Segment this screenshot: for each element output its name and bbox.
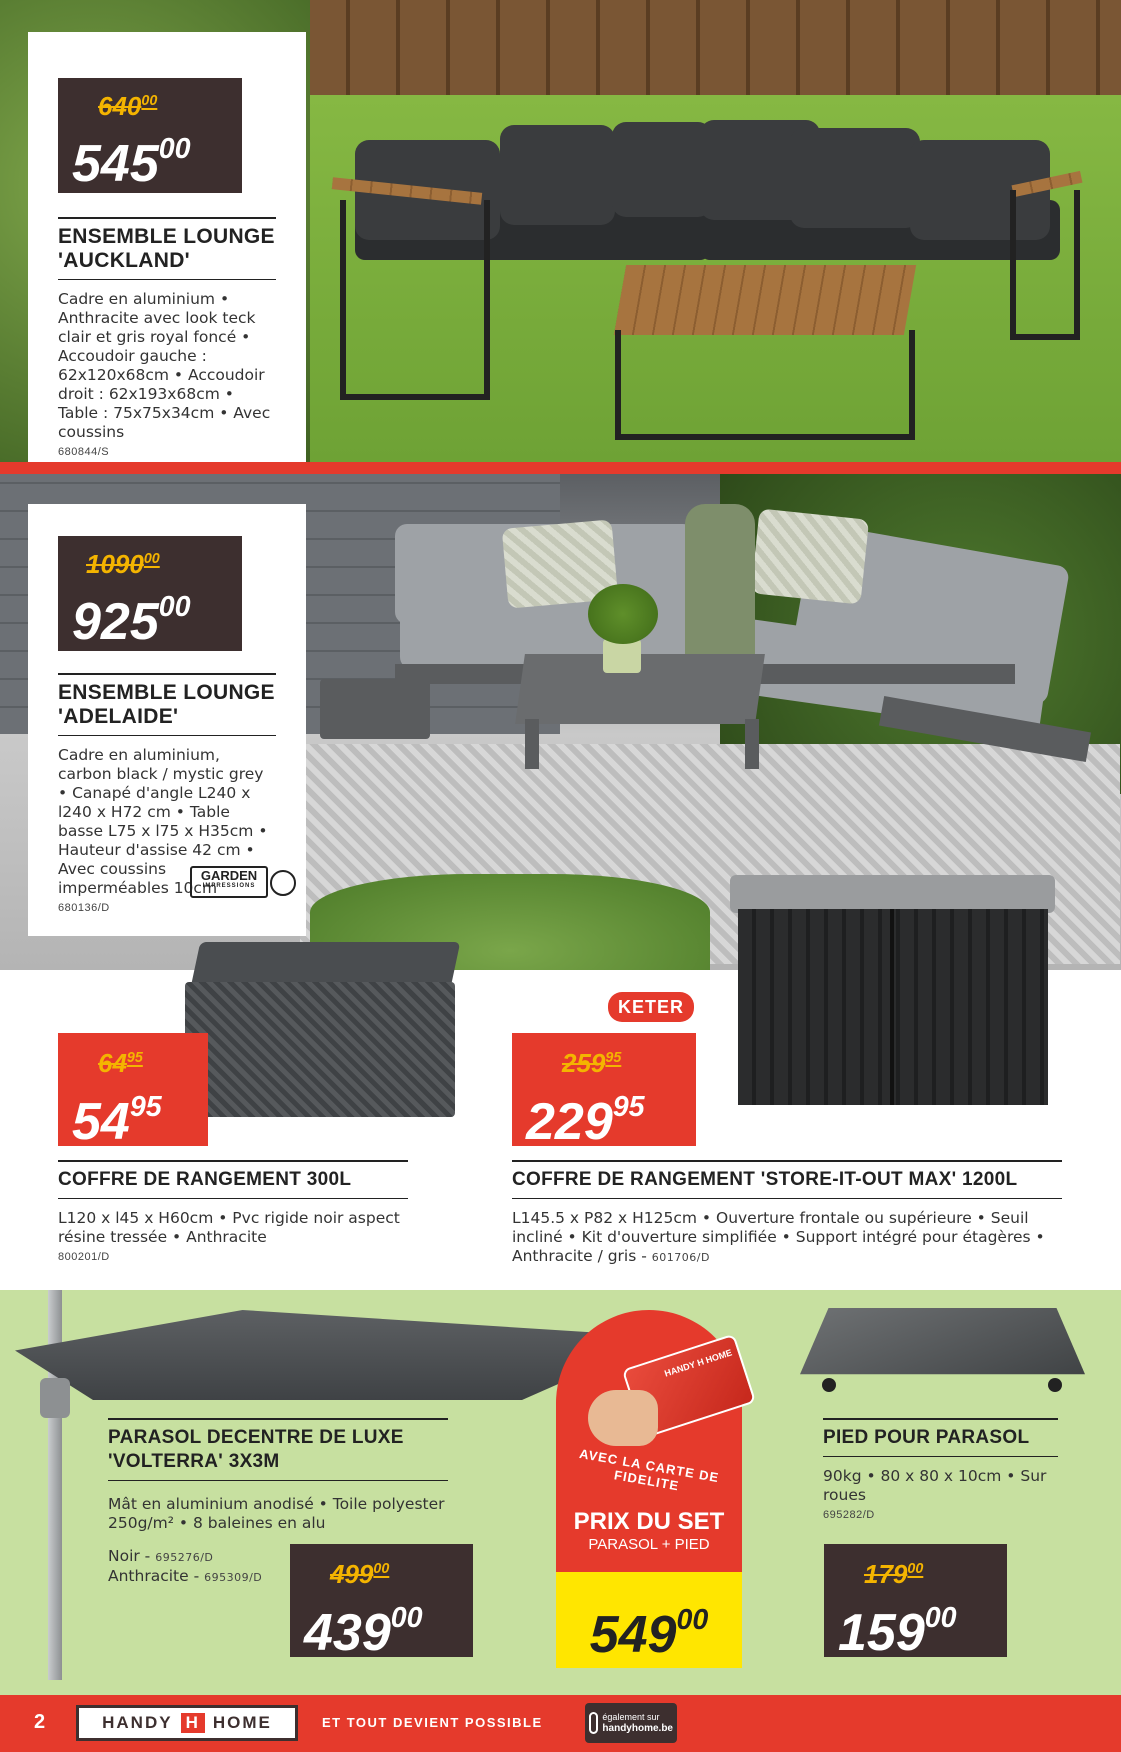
pied-info	[823, 1418, 1058, 1521]
coffre-300l-price-box	[58, 1033, 208, 1151]
fence-image	[300, 0, 1121, 95]
auckland-section	[0, 0, 1121, 462]
parasol-old-price: $499^{00}$	[330, 1559, 390, 1589]
parasol-description: Mât en aluminium anodisé • Toile polyester 250g/m² • 8 baleines en alu	[108, 1495, 445, 1532]
auckland-title: ENSEMBLE LOUNGE 'AUCKLAND'	[58, 217, 276, 280]
pied-description: 90kg • 80 x 80 x 10cm • Sur roues	[823, 1467, 1047, 1504]
mouse-icon	[589, 1712, 598, 1734]
parasol-section	[0, 1290, 1121, 1695]
auckland-description: Cadre en aluminium • Anthracite avec look teck clair et gris royal foncé • Accoudoir gauche : 62x120x68cm • Accoudoir droit : 62x193x68cm • Table : 75x75x34cm • Avec coussins	[58, 290, 271, 441]
coffre-300l-info	[58, 1160, 408, 1263]
coffre-1200l-reference: 601706/D	[651, 1251, 710, 1264]
coffre-300l-image	[185, 942, 465, 1117]
coffre-300l-new-price: $54^{95}$	[72, 1091, 162, 1151]
parasol-variant-anthracite: Anthracite - 695309/D	[108, 1567, 263, 1585]
adelaide-info-card	[28, 504, 306, 936]
footer-slogan: ET TOUT DEVIENT POSSIBLE	[322, 1715, 543, 1730]
page-footer	[0, 1695, 1121, 1752]
handy-home-logo-h-icon: H	[181, 1713, 205, 1733]
pied-new-price: $159^{00}$	[838, 1602, 957, 1662]
coffre-300l-description: L120 x l45 x H60cm • Pvc rigide noir aspect résine tressée • Anthracite	[58, 1209, 400, 1246]
handy-home-logo[interactable]: HANDY H HOME	[76, 1705, 298, 1741]
page-number: 2	[34, 1711, 46, 1733]
adelaide-title: ENSEMBLE LOUNGE 'ADELAIDE'	[58, 673, 276, 736]
auckland-old-price: $640^{00}$	[98, 91, 158, 121]
auckland-new-price: $545^{00}$	[72, 133, 191, 193]
adelaide-reference: 680136/D	[58, 902, 110, 914]
set-offer-card-text: AVEC LA CARTE DE FIDELITE	[578, 1445, 721, 1494]
auckland-reference: 680844/S	[58, 446, 110, 458]
coffre-300l-old-price: $64^{95}$	[98, 1048, 143, 1078]
parasol-price-box	[290, 1544, 473, 1662]
section-divider	[0, 462, 1121, 474]
coffre-300l-title: COFFRE DE RANGEMENT 300L	[58, 1160, 408, 1199]
adelaide-old-price: 1090$^{00}$	[86, 549, 160, 579]
pied-price-box	[824, 1544, 1007, 1662]
parasol-variant-noir: Noir - 695276/D	[108, 1547, 214, 1565]
garden-impressions-logo: GARDEN IMPRESSIONS	[190, 866, 268, 898]
throw-blanket	[685, 504, 755, 674]
adelaide-description: Cadre en aluminium, carbon black / mystic grey • Canapé d'angle L240 x l240 x H72 cm • Table basse L75 x l75 x H35cm • Hauteur d'assise 42 cm • Avec coussins imperméables 10cm	[58, 746, 268, 897]
coffre-1200l-description: L145.5 x P82 x H125cm • Ouverture frontale ou supérieure • Seuil incliné • Kit d'ouverture simplifiée • Support intégré pour étagères • Anthracite / gris - 601706/D	[512, 1209, 1045, 1265]
loyalty-card-image: HANDY H HOME	[622, 1334, 756, 1439]
plant	[588, 584, 658, 644]
garden-impressions-emblem-icon	[270, 870, 296, 896]
pied-title: PIED POUR PARASOL	[823, 1418, 1058, 1457]
parasol-new-price: $439^{00}$	[304, 1602, 423, 1662]
storage-section	[0, 970, 1121, 1290]
website-link[interactable]: également sur handyhome.be	[585, 1703, 677, 1743]
set-offer-subtitle: PARASOL + PIED	[588, 1536, 710, 1553]
pied-parasol-image	[800, 1308, 1085, 1398]
set-offer-price: $549^{00}$	[589, 1604, 709, 1664]
parasol-title: PARASOL DECENTRE DE LUXE 'VOLTERRA' 3X3M	[108, 1418, 448, 1481]
coffre-1200l-title: COFFRE DE RANGEMENT 'STORE-IT-OUT MAX' 1200L	[512, 1160, 1062, 1199]
keter-logo: KETER	[608, 992, 694, 1022]
pied-old-price: $179^{00}$	[864, 1559, 924, 1589]
set-offer-title: PRIX DU SET	[573, 1508, 725, 1535]
hand-image	[588, 1390, 658, 1446]
auckland-price-box	[58, 78, 242, 193]
adelaide-new-price: $925^{00}$	[72, 591, 191, 651]
coffre-1200l-new-price: $229^{95}$	[526, 1091, 645, 1151]
adelaide-price-box	[58, 536, 242, 651]
auckland-info-card	[28, 32, 306, 462]
coffre-1200l-price-box	[512, 1033, 696, 1151]
plant-pot	[603, 639, 641, 673]
coffre-1200l-old-price: $259^{95}$	[562, 1048, 622, 1078]
set-offer-price-box	[556, 1572, 742, 1668]
coffre-1200l-image	[730, 875, 1055, 1105]
pied-reference: 695282/D	[823, 1509, 875, 1521]
coffre-1200l-info	[512, 1160, 1062, 1267]
coffre-300l-reference: 800201/D	[58, 1251, 110, 1263]
